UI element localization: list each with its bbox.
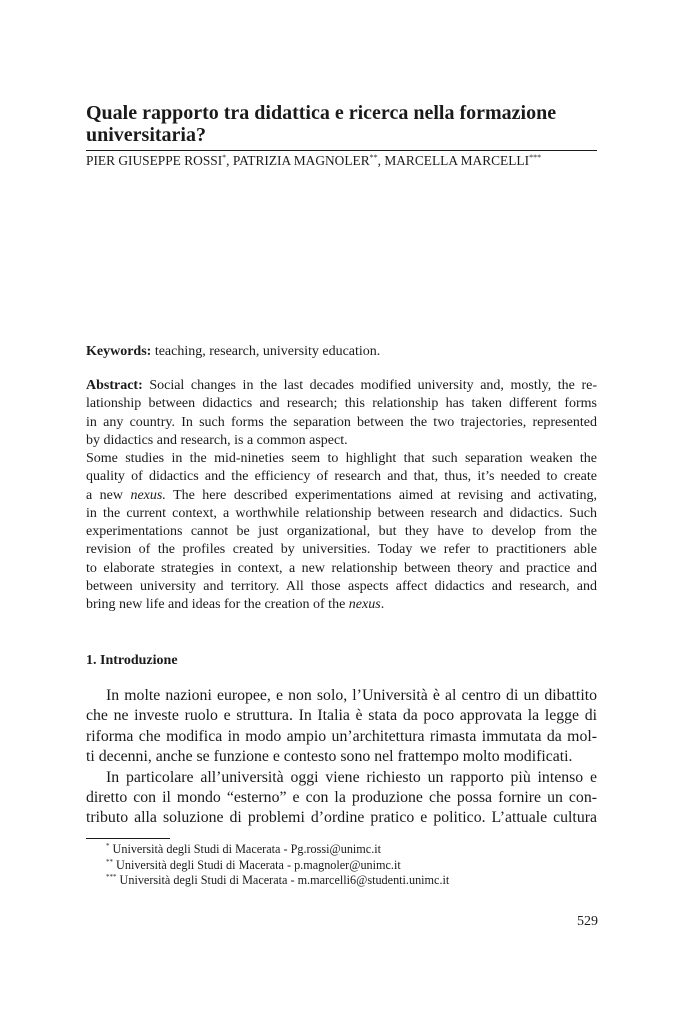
footnote-text: Università degli Studi di Macerata - p.magnoler@unimc.it: [113, 857, 401, 872]
footnote-divider: [86, 838, 170, 839]
body-line: riforma che modifica in modo ampio un’architettura rimasta immutata da mol-: [86, 727, 597, 745]
abstract-line: between university and territory. All those aspects affect didactics and research, and: [86, 578, 597, 594]
author-name: MARCELLA MARCELLI: [384, 153, 530, 168]
abstract-line: quality of didactics and the efficiency of research and that, thus, it’s needed to create: [86, 469, 597, 485]
author-name: PATRIZIA MAGNOLER: [232, 153, 370, 168]
footnotes: [106, 842, 597, 889]
keywords-label: Keywords:: [86, 344, 152, 359]
footnote: [106, 858, 597, 874]
author-list: [86, 153, 606, 169]
footnote-mark: **: [106, 857, 113, 866]
body-line: diretto con il mondo “esterno” e con la produzione che possa fornire un con-: [86, 789, 597, 807]
abstract-line: by didactics and research, is a common aspect.: [86, 432, 348, 448]
abstract-line: lationship between didactics and research; this relationship has taken different forms: [86, 396, 597, 412]
abstract: [86, 377, 597, 614]
abstract-label: Abstract:: [86, 378, 143, 393]
footnote-text: Università degli Studi di Macerata - Pg.rossi@unimc.it: [109, 842, 382, 856]
keywords: [86, 343, 597, 361]
keywords-text: teaching, research, university education.: [151, 344, 381, 359]
abstract-line: in any country. In such forms the separation between the two trajectories, represented: [86, 414, 597, 430]
footnote-mark: *: [106, 842, 110, 850]
section-heading: 1. Introduzione: [86, 653, 178, 668]
footnote: [106, 842, 597, 858]
abstract-line: Abstract: Social changes in the last decades modified university and, mostly, the re-: [86, 378, 597, 393]
emphasis-nexus: nexus: [348, 597, 381, 612]
author-separator: ,: [226, 153, 233, 168]
footnote-text: Università degli Studi di Macerata - m.marcelli6@studenti.unimc.it: [116, 873, 450, 887]
body-line: In molte nazioni europee, e non solo, l’Università è al centro di un dibattito: [106, 687, 597, 704]
author-separator: ,: [377, 153, 385, 168]
abstract-line: bring new life and ideas for the creation of the nexus.: [86, 597, 385, 612]
abstract-line: to elaborate strategies in context, a new relationship between theory and practice and: [86, 560, 597, 576]
author-name: PIER GIUSEPPE ROSSI: [86, 153, 223, 168]
author-footnote-mark: ***: [529, 153, 542, 162]
abstract-line: a new nexus. The here described experimentations aimed at revising and activating,: [86, 487, 597, 503]
page-number: 529: [577, 914, 598, 929]
body-line: tributo alla soluzione di problemi d’ordine pratico e politico. L’attuale cultura: [86, 809, 597, 827]
footnote: [106, 873, 597, 889]
paper-title: Quale rapporto tra didattica e ricerca nella formazione universitaria?: [86, 102, 557, 146]
author-footnote-mark: *: [222, 153, 227, 162]
section-body: [86, 686, 597, 829]
footnote-mark: ***: [106, 873, 117, 881]
body-line: ti decenni, anche se funzione e contesto sono nel frattempo molto modificati.: [86, 748, 573, 766]
abstract-line: Some studies in the mid-nineties seem to highlight that such separation weaken the: [86, 451, 597, 466]
abstract-line: in the current context, a worthwhile relationship between research and didactics. Such: [86, 505, 597, 521]
abstract-line: experimentations cannot be just organizational, but they have to develop from the: [86, 524, 597, 539]
title-divider: [86, 150, 597, 151]
emphasis-nexus: nexus.: [130, 487, 166, 503]
body-line: In particolare all’università oggi viene richiesto un rapporto più intenso e: [106, 768, 597, 786]
abstract-line: revision of the profiles created by universities. Today we refer to practitioners able: [86, 542, 597, 558]
body-line: che ne investe ruolo e struttura. In Italia è stata da poco approvata la legge di: [86, 707, 597, 725]
author-footnote-mark: **: [369, 153, 378, 162]
